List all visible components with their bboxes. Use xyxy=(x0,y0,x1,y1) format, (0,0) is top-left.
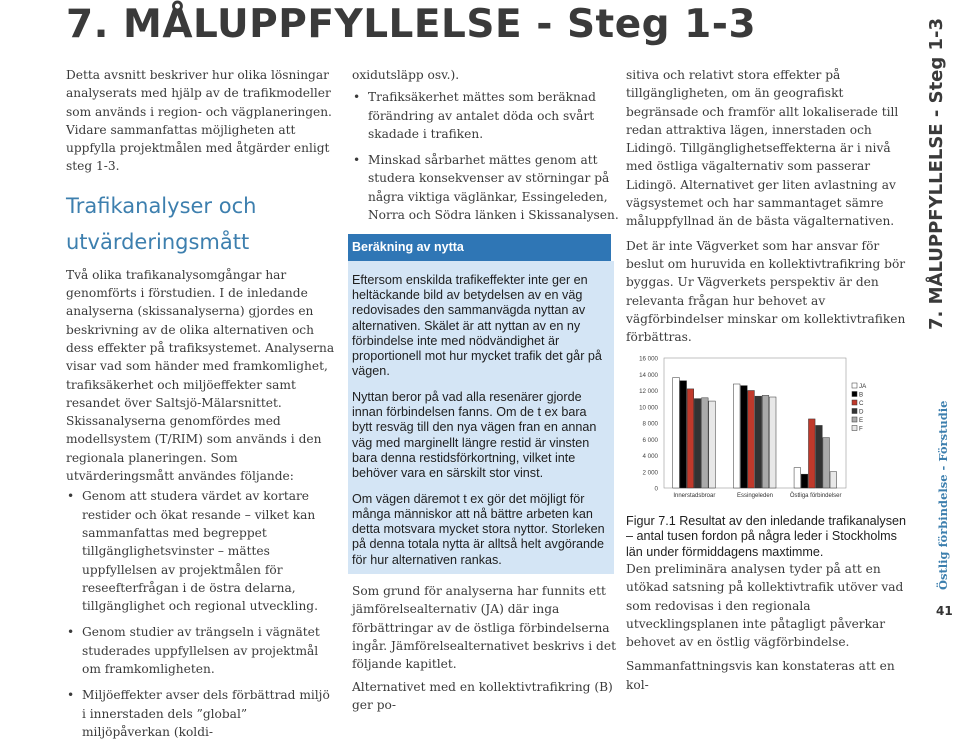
bar xyxy=(741,386,748,488)
side-running-subtitle: Östlig förbindelse - Förstudie xyxy=(936,400,950,590)
legend-label: E xyxy=(859,417,864,425)
bar xyxy=(808,419,815,488)
body-paragraph: sitiva och relativt stora effekter på tillgängligheten, om än geografiskt begränsade och framför allt lokaliserade till redan attraktiva lägen, innerstaden och Lidingö. Tillgänglighetseffekterna är i nivå med östliga vägalternativ som passerar Lidingö. Alternativet ger liten avlastning av vägsystemet och har sammantaget sämre måluppfyllnad än de bästa vägalternativen. xyxy=(626,68,899,229)
list-item: • Genom att studera värdet av kortare restider och ökat resande – vilket kan sammanfattas med begreppet tillgänglighetsvinster – mättes uppfyllelsen av projektmålen för reseefterfrågan i de östra delarna, tillgänglighet och regional utveckling. xyxy=(82,487,336,615)
body-paragraph: Alternativet med en kollektivtrafikring (B) ger po- xyxy=(352,679,613,712)
box-paragraph: Eftersom enskilda trafikeffekter inte ger en heltäckande bild av betydelsen av en väg redovisades den sammanvägda nyttan av alternativen. Skälet är att nyttan av en ny förbindelse inte med nödvändighet är proportionell mot hur mycket trafik det går på vägen. xyxy=(352,272,602,379)
page-title: 7. MÅLUPPFYLLELSE - Steg 1-3 xyxy=(66,2,757,47)
box-paragraph: Om vägen däremot t ex gör det möjligt för många människor att nå bättre arbeten kan detta motsvara mycket stora nyttor. Storleken på denna totala nytta är alltså helt avgörande för hur alternativen rankas. xyxy=(352,491,605,567)
body-paragraph: Som grund för analyserna har funnits ett jämförelsealternativ (JA) där inga förbättringar av de östliga förbindelserna ingår. Jämförelsealternativet beskrivs i det följande kapitlet. xyxy=(352,584,616,672)
bar xyxy=(755,397,762,489)
bar xyxy=(687,389,694,488)
list-item: • Trafiksäkerhet mättes som beräknad förändring av antalet döda och svårt skadade i trafiken. xyxy=(368,88,620,143)
y-tick-label: 0 xyxy=(654,485,658,493)
legend-swatch xyxy=(852,426,857,431)
x-tick-label: Essingeleden xyxy=(736,493,774,500)
legend-swatch xyxy=(852,417,857,422)
y-tick-label: 14 000 xyxy=(639,372,658,380)
legend-label: F xyxy=(859,425,863,433)
bar xyxy=(694,399,701,488)
x-tick-label: Innerstadsbroar xyxy=(673,493,716,500)
bar xyxy=(702,398,709,488)
y-tick-label: 6 000 xyxy=(642,437,658,445)
body-paragraph: Sammanfattningsvis kan konstateras att en kol- xyxy=(626,659,895,692)
bar xyxy=(748,391,755,489)
list-item: • Minskad sårbarhet mättes genom att studera konsekvenser av störningar på några viktiga väglänkar, Essingeleden, Norra och Södra länken i Skissanalysen. xyxy=(368,151,620,224)
bar xyxy=(680,381,687,488)
column-2 xyxy=(352,66,620,714)
legend-swatch xyxy=(852,400,857,405)
box-paragraph: Nyttan beror på vad alla resenärer gjorde innan förbindelsen fanns. Om de t ex bara bytt resväg till den nya vägen fran en annan väg med marginellt längre restid är vinsten bara denna restidsförkortning, vilket inte behöver vara en särskilt stor vinst. xyxy=(352,389,597,481)
bar xyxy=(823,438,830,488)
bar xyxy=(816,426,823,489)
body-paragraph: Den preliminära analysen tyder på att en utökad satsning på kollektivtrafik utöver vad som redovisas i den regionala utvecklingsplanen inte påtagligt påverkar behovet av en östlig vägförbindelse. xyxy=(626,561,904,650)
page-number: 41 xyxy=(936,604,953,618)
bar xyxy=(673,378,680,489)
legend-swatch xyxy=(852,392,857,397)
bullet-list xyxy=(352,88,620,224)
column-3 xyxy=(626,66,908,694)
y-tick-label: 4 000 xyxy=(642,453,658,461)
y-tick-label: 16 000 xyxy=(639,355,658,363)
y-tick-label: 12 000 xyxy=(639,388,658,396)
continued-text: oxidutsläpp osv.). xyxy=(352,68,460,82)
list-item: • Miljöeffekter avser dels förbättrad miljö i innerstaden dels ”global” miljöpåverkan (koldi- xyxy=(82,686,336,741)
section-heading: Trafikanalyser och utvärderingsmått xyxy=(66,193,257,254)
bar xyxy=(733,384,740,488)
legend-label: D xyxy=(859,408,864,416)
side-running-title: 7. MÅLUPPFYLLELSE - Steg 1-3 xyxy=(926,17,947,330)
intro-paragraph: Detta avsnitt beskriver hur olika lösningar analyserats med hjälp av de trafikmodeller som används i region- och vägplaneringen. Vidare sammanfattas möjligheten att uppfylla projektmålen med åtgärder enligt steg 1-3. xyxy=(66,68,332,174)
legend-label: JA xyxy=(859,383,867,391)
legend-swatch xyxy=(852,409,857,414)
x-tick-label: Östliga förbindelser xyxy=(789,493,842,500)
info-box xyxy=(348,261,614,574)
bullet-list xyxy=(66,487,336,741)
bar xyxy=(794,468,801,488)
bar-chart xyxy=(626,352,908,513)
bar xyxy=(830,472,837,488)
y-tick-label: 8 000 xyxy=(642,420,658,428)
bar xyxy=(769,397,776,488)
body-paragraph: Två olika trafikanalysomgångar har genomförts i förstudien. I de inledande analyserna (skissanalyserna) gjordes en beskrivning av de olika alternativen och dess effekter på trafiksystemet. Analyserna visar vad som händer med framkomlighet, trafiksäkerhet och miljöeffekter samt resandet över Saltsjö-Mälarsnittet. Skissanalyserna genomfördes med modellsystem (T/RIM) som används i den regionala planeringen. Som utvärderingsmått användes följande: xyxy=(66,267,335,484)
bar xyxy=(762,396,769,489)
legend-swatch xyxy=(852,383,857,388)
body-paragraph: Det är inte Vägverket som har ansvar för beslut om huruvida en kollektivtrafikring bör byggas. Ur Vägverkets perspektiv är den relevanta frågan hur behovet av vägförbindelser minskar om kollektivtrafiken förbättras. xyxy=(626,238,906,345)
list-item: • Genom studier av trängseln i vägnätet studerades uppfyllelsen av projektmål om framkomligheten. xyxy=(82,623,336,678)
figure-caption: Figur 7.1 Resultat av den inledande trafikanalysen – antal tusen fordon på några leder i Stockholms län under förmiddagens maxtimme. xyxy=(626,513,907,559)
bar xyxy=(709,402,716,489)
y-tick-label: 2 000 xyxy=(642,469,658,477)
chart-svg xyxy=(626,352,896,508)
legend-label: B xyxy=(859,391,864,399)
column-1 xyxy=(66,66,336,749)
info-box-title: Beräkning av nytta xyxy=(348,234,611,260)
legend-label: C xyxy=(859,400,864,408)
bar xyxy=(801,475,808,489)
y-tick-label: 10 000 xyxy=(639,404,658,412)
